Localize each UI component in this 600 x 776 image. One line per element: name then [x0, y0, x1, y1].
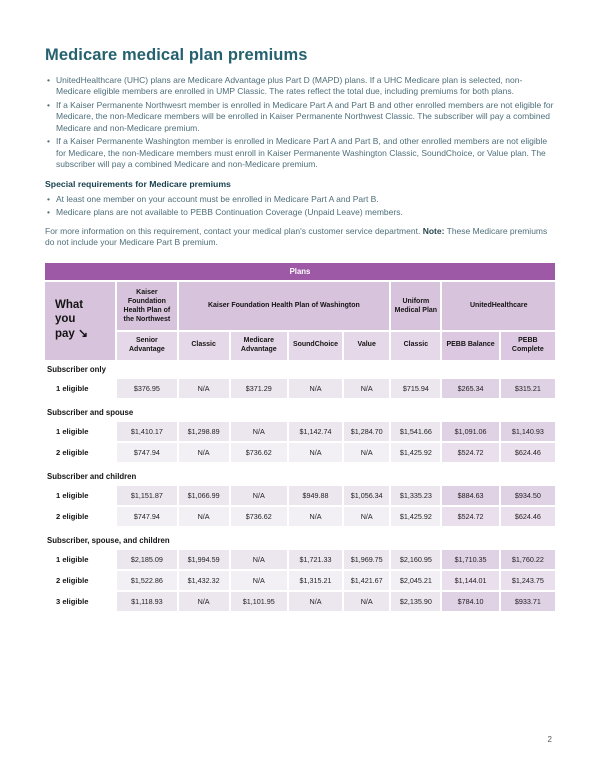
premium-value-cell: N/A — [344, 443, 389, 462]
table-row — [45, 443, 555, 462]
more-info-paragraph — [45, 226, 555, 249]
eligible-count-label: 1 eligible — [45, 422, 115, 441]
plans-header-row — [45, 263, 555, 280]
bullet-item: • At least one member on your account must be enrolled in Medicare Part A and Part B. — [45, 194, 555, 205]
premium-value-cell: $1,425.92 — [391, 507, 440, 526]
more-info-text-after: These Medicare premiums do not include your Medicare Part B premium. — [45, 225, 548, 248]
premium-value-cell: $949.88 — [289, 486, 342, 505]
premium-value-cell: $1,284.70 — [344, 422, 389, 441]
premium-value-cell: $2,135.90 — [391, 592, 440, 611]
premium-value-cell: $1,421.67 — [344, 571, 389, 590]
section-label: Subscriber and children — [45, 464, 555, 484]
premium-value-cell: $1,243.75 — [501, 571, 555, 590]
premium-value-cell: N/A — [344, 592, 389, 611]
premium-value-cell: N/A — [231, 571, 287, 590]
premium-value-cell: $736.62 — [231, 507, 287, 526]
column-kfhpwa-classic: Classic — [179, 332, 229, 360]
intro-bullet-list — [45, 75, 555, 171]
premium-value-cell: $1,760.22 — [501, 550, 555, 569]
premium-value-cell: N/A — [231, 550, 287, 569]
bullet-item: • UnitedHealthcare (UHC) plans are Medicare Advantage plus Part D (MAPD) plans. If a UHC Medicare plan is selected, non-Medicare eligible members are enrolled in UMP Classic. The rates reflect the total due, including premiums for both plans. — [45, 75, 555, 98]
section-label: Subscriber, spouse, and children — [45, 528, 555, 548]
premium-value-cell: N/A — [179, 507, 229, 526]
premium-value-cell: $933.71 — [501, 592, 555, 611]
plan-group-kaiser-northwest: Kaiser Foundation Health Plan of the Northwest — [117, 282, 176, 330]
down-right-arrow-icon: ↘ — [78, 326, 89, 341]
premium-value-cell: $1,101.95 — [231, 592, 287, 611]
premium-value-cell: N/A — [231, 486, 287, 505]
premium-value-cell: $715.94 — [391, 379, 440, 398]
premiums-table — [43, 261, 557, 613]
more-info-text: For more information on this requirement, contact your medical plan's customer service department. — [45, 225, 423, 236]
table-section-header-row — [45, 464, 555, 484]
premium-value-cell: N/A — [179, 592, 229, 611]
premium-value-cell: $524.72 — [442, 507, 498, 526]
table-section-header-row — [45, 400, 555, 420]
section-label: Subscriber and spouse — [45, 400, 555, 420]
eligible-count-label: 1 eligible — [45, 550, 115, 569]
premium-value-cell: $1,066.99 — [179, 486, 229, 505]
premium-value-cell: N/A — [344, 507, 389, 526]
eligible-count-label: 2 eligible — [45, 443, 115, 462]
plan-group-kaiser-washington: Kaiser Foundation Health Plan of Washington — [179, 282, 390, 330]
plan-group-uniform-medical: Uniform Medical Plan — [391, 282, 440, 330]
premium-value-cell: N/A — [179, 443, 229, 462]
premium-value-cell: $1,315.21 — [289, 571, 342, 590]
premium-value-cell: $736.62 — [231, 443, 287, 462]
eligible-count-label: 1 eligible — [45, 379, 115, 398]
eligible-count-label: 2 eligible — [45, 571, 115, 590]
table-row — [45, 550, 555, 569]
premium-value-cell: N/A — [231, 422, 287, 441]
special-requirements-heading: Special requirements for Medicare premiums — [45, 178, 231, 189]
table-row — [45, 486, 555, 505]
premium-value-cell: N/A — [289, 443, 342, 462]
premium-value-cell: $1,425.92 — [391, 443, 440, 462]
plan-subheader-row — [45, 332, 555, 360]
premium-value-cell: $1,142.74 — [289, 422, 342, 441]
table-section-header-row — [45, 362, 555, 377]
premium-value-cell: $1,118.93 — [117, 592, 176, 611]
premium-value-cell: $1,091.06 — [442, 422, 498, 441]
premium-value-cell: $371.29 — [231, 379, 287, 398]
premium-value-cell: $1,432.32 — [179, 571, 229, 590]
table-section-header-row — [45, 528, 555, 548]
premium-value-cell: $1,969.75 — [344, 550, 389, 569]
bullet-item: • Medicare plans are not available to PEBB Continuation Coverage (Unpaid Leave) members. — [45, 207, 555, 218]
plans-header: Plans — [45, 263, 555, 280]
premium-value-cell: $524.72 — [442, 443, 498, 462]
premium-value-cell: $1,522.86 — [117, 571, 176, 590]
premium-value-cell: $1,994.59 — [179, 550, 229, 569]
column-pebb-balance: PEBB Balance — [442, 332, 498, 360]
premium-value-cell: $747.94 — [117, 507, 176, 526]
column-ump-classic: Classic — [391, 332, 440, 360]
premium-value-cell: $1,056.34 — [344, 486, 389, 505]
premium-value-cell: $784.10 — [442, 592, 498, 611]
what-you-pay-cell — [45, 282, 115, 360]
eligible-count-label: 1 eligible — [45, 486, 115, 505]
premium-value-cell: $1,144.01 — [442, 571, 498, 590]
premium-value-cell: $624.46 — [501, 507, 555, 526]
premium-value-cell: $1,710.35 — [442, 550, 498, 569]
premium-value-cell: $1,541.66 — [391, 422, 440, 441]
section-label: Subscriber only — [45, 362, 555, 377]
table-row — [45, 379, 555, 398]
plan-group-row — [45, 282, 555, 330]
premium-value-cell: N/A — [344, 379, 389, 398]
table-row — [45, 422, 555, 441]
table-row — [45, 592, 555, 611]
premium-value-cell: N/A — [179, 379, 229, 398]
eligible-count-label: 2 eligible — [45, 507, 115, 526]
premium-value-cell: $2,160.95 — [391, 550, 440, 569]
premium-value-cell: $315.21 — [501, 379, 555, 398]
bullet-item: • If a Kaiser Permanente Washington member is enrolled in Medicare Part A and Part B, and other enrolled members are not eligible for Medicare, the non-Medicare members must enroll in Kaiser Permanente Washington Classic, SoundChoice, or Value plan. The subscriber will pay a combined Medicare and non-Medicare premium. — [45, 136, 555, 170]
premium-value-cell: $376.95 — [117, 379, 176, 398]
what-you-pay-label: What you pay ↘ — [55, 299, 89, 341]
table-row — [45, 507, 555, 526]
premium-value-cell: N/A — [289, 592, 342, 611]
column-senior-advantage: Senior Advantage — [117, 332, 176, 360]
premium-value-cell: $884.63 — [442, 486, 498, 505]
premium-value-cell: N/A — [289, 507, 342, 526]
premium-value-cell: $747.94 — [117, 443, 176, 462]
special-bullet-list — [45, 194, 555, 219]
premium-value-cell: $2,185.09 — [117, 550, 176, 569]
column-soundchoice: SoundChoice — [289, 332, 342, 360]
premium-value-cell: $265.34 — [442, 379, 498, 398]
premium-value-cell: $624.46 — [501, 443, 555, 462]
column-medicare-advantage: Medicare Advantage — [231, 332, 287, 360]
premium-value-cell: N/A — [289, 379, 342, 398]
column-value: Value — [344, 332, 389, 360]
premium-value-cell: $2,045.21 — [391, 571, 440, 590]
table-body — [45, 362, 555, 611]
page-number: 2 — [547, 735, 552, 744]
bullet-item: • If a Kaiser Permanente Northwesrt member is enrolled in Medicare Part A and Part B and other enrolled members are not eligible for Medicare, the non-Medicare members will be enrolled in Kaiser Permanente Northwest Classic. The subscriber will pay a combined Medicare and non-Medicare premium. — [45, 100, 555, 134]
premium-value-cell: $1,298.89 — [179, 422, 229, 441]
page-title: Medicare medical plan premiums — [45, 46, 308, 64]
premium-value-cell: $1,140.93 — [501, 422, 555, 441]
column-pebb-complete: PEBB Complete — [501, 332, 555, 360]
eligible-count-label: 3 eligible — [45, 592, 115, 611]
table-header — [45, 263, 555, 360]
note-label: Note: — [422, 225, 445, 236]
premium-value-cell: $1,410.17 — [117, 422, 176, 441]
premium-value-cell: $1,721.33 — [289, 550, 342, 569]
premium-value-cell: $1,335.23 — [391, 486, 440, 505]
premium-value-cell: $1,151.87 — [117, 486, 176, 505]
table-row — [45, 571, 555, 590]
premium-value-cell: $934.50 — [501, 486, 555, 505]
plan-group-unitedhealthcare: UnitedHealthcare — [442, 282, 555, 330]
